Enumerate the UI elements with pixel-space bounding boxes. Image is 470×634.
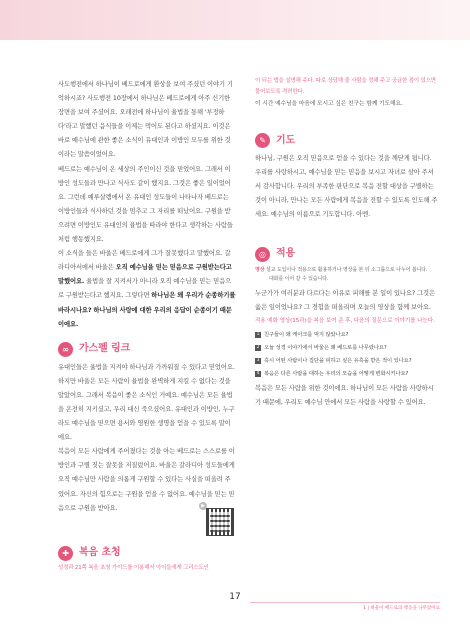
cross-icon: ✚ (58, 546, 73, 561)
question-number-3: 3 (256, 357, 260, 363)
application-title: 적용 (276, 248, 296, 260)
invitation-text: 성경과 21쪽 복음 초청 가이드를 이용해서 아이들에게 그리스도인 (58, 564, 209, 571)
application-note (255, 266, 439, 275)
story-emphasis: 오직 예수님을 믿는 믿음으로 구원받는다고 말했어요. (58, 264, 232, 286)
footer-divider (250, 602, 440, 603)
gospel-paragraph-2: 복음이 모든 사람에게 주어졌다는 것을 아는 베드로는 스스로를 이방인과 구별 짓는 잘못을 저질렀어요. 바울은 갈라디아 성도들에게 오직 예수님만 사람을 의롭게 구원할 수 있다는 사실을 떠올려 주었어요. 자신의 힘으로는 구원을 얻을 수 없어요. 예수님을 믿는 믿음으로 구원을 받아요. (58, 448, 235, 512)
link-icon: ∞ (58, 342, 73, 357)
application-note-2: 대화를 이어 갈 수 있습니다. (269, 275, 329, 282)
prayer-title: 기도 (276, 134, 296, 146)
invitation-closing: 이 시간 예수님을 마음에 모시고 싶은 친구는 함께 기도해요. (255, 101, 403, 107)
qr-code-icon[interactable] (206, 508, 234, 536)
gospel-link-title: 가스펠 링크 (79, 343, 131, 355)
application-heading (255, 247, 439, 262)
page-number: 17 (229, 592, 241, 602)
prayer-text: 하나님, 구원은 오직 믿음으로 얻을 수 있다는 것을 깨닫게 됩니다. 우리를 사랑하시고, 예수님을 믿는 믿음을 보시고 자녀로 삼아 주셔서 감사합니다. 우리의 부족한 판단으로 복음 전할 대상을 구별하는 것이 아니라, 만나는 모든 사람에게 복음을 전할 수 있도록 인도해 주세요. 예수님의 이름으로 기도합니다. 아멘. (255, 155, 438, 219)
lesson-title: 1 | 바울이 베드로의 행동을 나무랐어요 (363, 606, 440, 611)
application-instruction: 적용 예화 영상(15과)을 복음 보여 준 후, 다음의 질문으로 이야기를 나눈다. (255, 317, 435, 324)
left-column (58, 78, 236, 574)
story-paragraph-1: 사도행전에서 하나님이 베드로에게 환상을 보여 주셨던 이야기 기억하시죠? 사도행전 10장에서 하나님은 베드로에게 아주 신기한 장면을 보여 주셨어요. 오래전에 하나님이 율법을 통해 '부정하다'라고 말했던 음식들을 이제는 먹어도 된다고 하셨지요. 이것은 바로 예수님에 관한 좋은 소식이 유대인과 이방인 모두를 위한 것이라는 말씀이었어요. (58, 81, 233, 159)
story-emphasis: 하나님은 왜 우리가 순종하기를 바라시나요? 하나님의 사랑에 대한 우리의 응답이 순종이기 때문이에요. (58, 292, 236, 328)
story-text: 율법을 잘 지켜서가 아니라 오직 예수님을 믿는 믿음으로 구원받는다고 했지요. 그렇다면 (58, 278, 232, 300)
question-item (255, 368, 439, 381)
question-number-1: 1 (256, 331, 260, 337)
story-paragraph-3 (58, 247, 236, 332)
video-badge-icon: ▶ (199, 502, 207, 510)
question-item (255, 329, 439, 342)
question-number-2: 2 (256, 344, 260, 350)
invitation-heading (58, 546, 236, 561)
note-text: 설교 도입이나 적용으로 활용하거나 영상을 본 뒤 소그룹으로 나누어 봅니다. (265, 266, 428, 273)
story-text: 이 소식을 들은 바울은 베드로에게 그가 잘못했다고 말했어요. 갈라디아서에서 바울은 (58, 250, 231, 272)
right-column (255, 78, 439, 410)
question-item (255, 342, 439, 355)
closing-paragraph: 복음은 모든 사람을 위한 것이에요. 하나님이 모든 사람을 사랑하시기 때문에, 우리도 예수님 안에서 모든 사람을 사랑할 수 있어요. (255, 384, 434, 406)
question-text: 혹시 어떤 사람이나 집단을 피하고 싶은 유혹을 받은 적이 있나요? (264, 357, 412, 364)
gospel-paragraph-1: 유대인들은 율법을 지켜야 하나님과 가까워질 수 있다고 믿었어요. 하지만 바울은 모든 사람이 율법을 완벽하게 지킬 수 없다는 것을 알았어요. 그래서 복음이 좋은 소식인 거예요. 예수님은 모든 율법을 온전히 지키셨고, 우리 대신 죽으셨어요. 유대인과 이방인, 누구라도 예수님을 믿으면 용서와 영원한 생명을 얻을 수 있도록 말이에요. (58, 363, 235, 442)
question-item (255, 355, 439, 368)
application-paragraph: 누군가가 여러분과 다르다는 이유로 피해를 본 일이 있나요? 그것은 옳은 일이었나요? 그 경험을 떠올리며 오늘의 영상을 함께 보아요. (255, 289, 435, 311)
question-number-4: 4 (256, 370, 260, 376)
gospel-link-heading (58, 342, 236, 357)
question-text: 친구들이 왜 케이크를 먹지 않았나요? (264, 331, 349, 338)
story-paragraph-2: 베드로는 예수님이 온 세상의 주인이신 것을 믿었어요. 그래서 이방인 성도들과 만나고 식사도 같이 했지요. 그것은 좋은 일이었어요. 그런데 예루살렘에서 온 유대인 성도들이 나타나자 베드로는 이방인들과 식사하던 것을 멈추고 그 자리를 떠났어요. 구원을 받으려면 이방인도 유대인의 율법을 따라야 한다고 생각하는 사람들처럼 행동했지요. (58, 165, 233, 244)
prayer-icon: ✎ (255, 133, 270, 148)
target-icon: ◎ (255, 247, 270, 262)
video-tag: 영상 (255, 266, 265, 273)
question-text: 복음은 다른 사람을 대하는 우리의 모습을 어떻게 변화시키나요? (264, 370, 409, 377)
question-text: 오늘 성경 이야기에서 바울은 왜 베드로를 나무랐나요? (264, 344, 387, 351)
prayer-heading (255, 133, 439, 148)
invitation-title: 복음 초청 (79, 547, 121, 559)
invitation-continued: 이 되는 법을 설명해 주다. 따로 상담해 줄 사람을 정해 주고 궁금한 점이 있으면 물어보도록 격려한다. (255, 78, 436, 95)
header-band (0, 0, 470, 40)
question-list (255, 329, 439, 381)
